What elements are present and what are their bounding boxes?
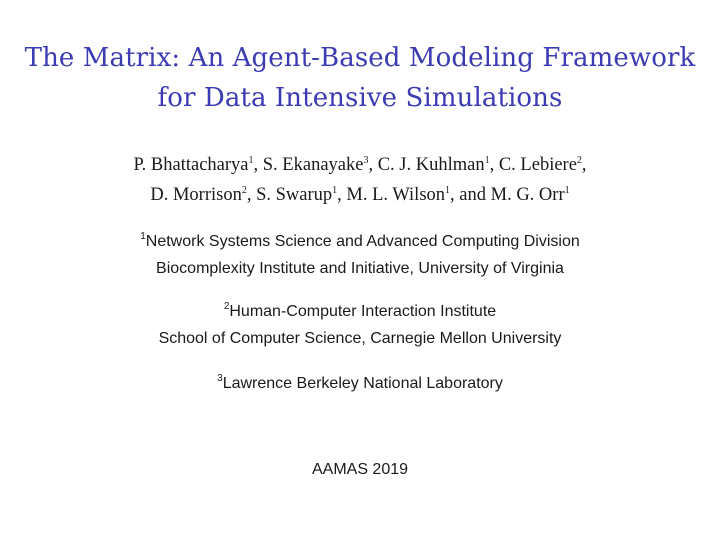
- author-name: M. G. Orr: [490, 185, 565, 205]
- author-name: S. Ekanayake: [262, 155, 364, 175]
- affiliation-3: [0, 370, 720, 397]
- author-name: M. L. Wilson: [346, 185, 446, 205]
- author-list: [0, 150, 720, 210]
- author-name: S. Swarup: [256, 185, 333, 205]
- author-affiliation-marker: 3: [363, 155, 369, 166]
- author-affiliation-marker: 1: [484, 155, 490, 166]
- author-separator: ,: [581, 155, 587, 175]
- author-affiliation-marker: 1: [445, 185, 451, 196]
- author-separator: ,: [253, 155, 263, 175]
- author-affiliation-marker: 1: [564, 185, 570, 196]
- author-line-2: [0, 180, 720, 210]
- author-separator: ,: [489, 155, 499, 175]
- affiliation-line-1: [0, 370, 720, 397]
- affiliation-line-1: [0, 228, 720, 255]
- title-line-2: for Data Intensive Simulations: [157, 83, 563, 113]
- author-name: D. Morrison: [150, 185, 242, 205]
- paper-title: [0, 38, 720, 118]
- affiliation-1: [0, 228, 720, 282]
- author-line-1: [0, 150, 720, 180]
- author-name: C. J. Kuhlman: [377, 155, 485, 175]
- affiliation-2: [0, 298, 720, 352]
- author-separator: ,: [368, 155, 378, 175]
- author-separator: ,: [246, 185, 257, 205]
- author-separator: ,: [337, 185, 347, 205]
- author-separator: , and: [450, 185, 491, 205]
- affiliation-line-2: School of Computer Science, Carnegie Mellon University: [158, 330, 562, 347]
- affiliation-line-1: [0, 298, 720, 325]
- author-name: C. Lebiere: [498, 155, 577, 175]
- author-affiliation-marker: 1: [332, 185, 338, 196]
- author-affiliation-marker: 2: [241, 185, 247, 196]
- title-line-1: The Matrix: An Agent-Based Modeling Framework: [24, 43, 696, 73]
- affiliation-text: Human-Computer Interaction Institute: [229, 303, 497, 320]
- author-name: P. Bhattacharya: [133, 155, 249, 175]
- author-affiliation-marker: 1: [248, 155, 254, 166]
- affiliation-number: 2: [223, 301, 230, 312]
- affiliation-text: Network Systems Science and Advanced Computing Division: [145, 233, 580, 250]
- affiliation-line-2: Biocomplexity Institute and Initiative, University of Virginia: [156, 260, 564, 277]
- affiliation-number: 3: [217, 373, 223, 384]
- affiliation-text: Lawrence Berkeley National Laboratory: [222, 375, 503, 392]
- conference-venue: AAMAS 2019: [311, 461, 409, 478]
- affiliation-number: 1: [140, 231, 146, 242]
- author-affiliation-marker: 2: [576, 155, 582, 166]
